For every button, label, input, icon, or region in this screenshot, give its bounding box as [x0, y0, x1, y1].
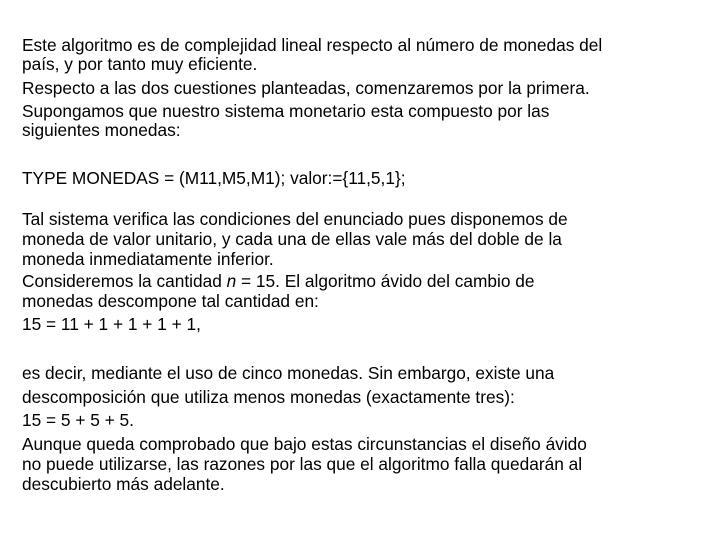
paragraph-1-line-2: país, y por tanto muy eficiente.	[22, 54, 258, 74]
paragraph-5-line-2: monedas descompone tal cantidad en:	[22, 291, 319, 311]
paragraph-2: Respecto a las dos cuestiones planteadas, comenzaremos por la primera.	[22, 78, 590, 98]
paragraph-7-line-3: descubierto más adelante.	[22, 474, 225, 494]
paragraph-6-line-2: descomposición que utiliza menos monedas (exactamente tres):	[22, 387, 515, 407]
paragraph-4-line-1: Tal sistema verifica las condiciones del enunciado pues disponemos de	[22, 209, 568, 229]
paragraph-4-line-2: moneda de valor unitario, y cada una de ellas vale más del doble de la	[22, 229, 562, 249]
variable-n: n	[226, 271, 237, 291]
paragraph-4-line-3: moneda inmediatamente inferior.	[22, 249, 274, 269]
paragraph-5-suffix: = 15. El algoritmo ávido del cambio de	[236, 271, 535, 291]
equation-1: 15 = 11 + 1 + 1 + 1 + 1,	[22, 314, 201, 334]
code-line-monedas: TYPE MONEDAS = (M11,M5,M1); valor:={11,5,1};	[22, 168, 406, 188]
paragraph-1-line-1: Este algoritmo es de complejidad lineal respecto al número de monedas del	[22, 35, 603, 55]
paragraph-7-line-2: no puede utilizarse, las razones por las que el algoritmo falla quedarán al	[22, 454, 583, 474]
paragraph-3-line-2: siguientes monedas:	[22, 120, 181, 140]
paragraph-5-line-1	[22, 271, 535, 291]
paragraph-7-line-1: Aunque queda comprobado que bajo estas circunstancias el diseño ávido	[22, 434, 587, 454]
paragraph-6-line-1: es decir, mediante el uso de cinco monedas. Sin embargo, existe una	[22, 363, 555, 383]
paragraph-5-prefix: Consideremos la cantidad	[22, 271, 227, 291]
equation-2: 15 = 5 + 5 + 5.	[22, 410, 134, 430]
paragraph-3-line-1: Supongamos que nuestro sistema monetario esta compuesto por las	[22, 101, 550, 121]
